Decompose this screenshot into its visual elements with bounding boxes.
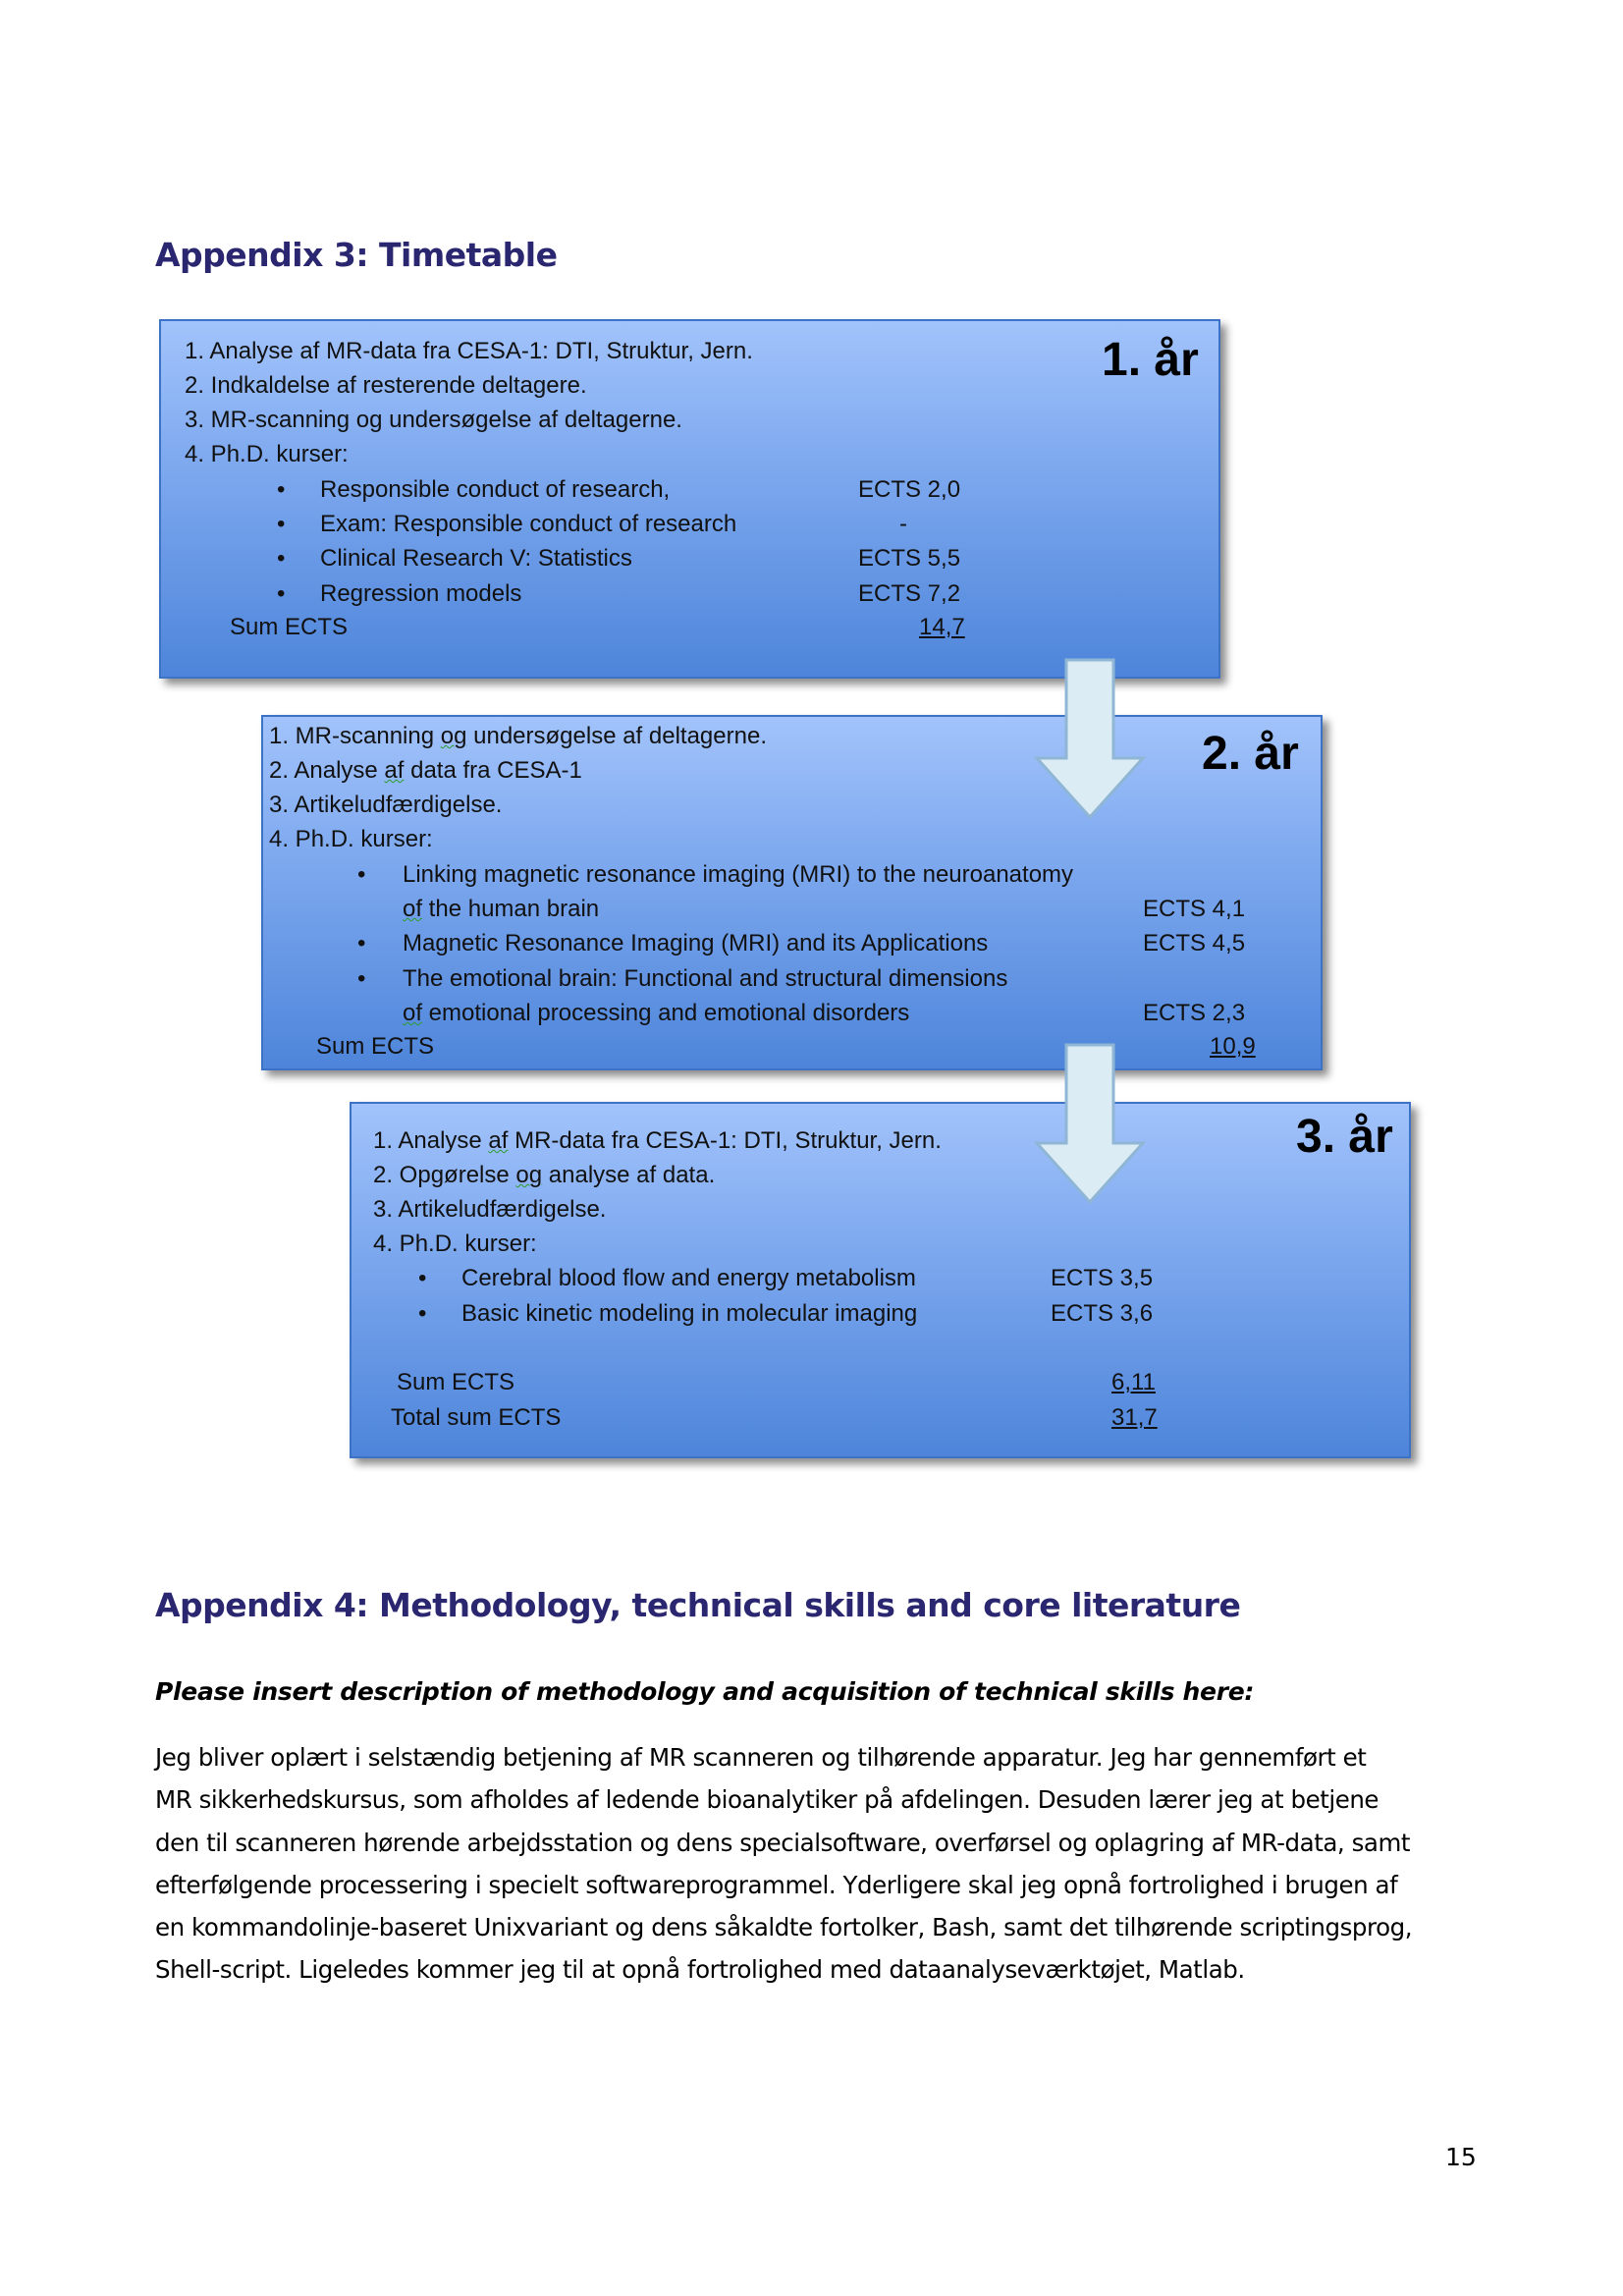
year-3-item: 1. Analyse af MR-data fra CESA-1: DTI, Struktur, Jern. — [373, 1127, 942, 1154]
bullet: • — [357, 930, 366, 957]
down-arrow-icon — [1033, 658, 1147, 821]
total-ects-label: Total sum ECTS — [391, 1404, 562, 1431]
course-name: Clinical Research V: Statistics — [320, 545, 632, 572]
course-ects: ECTS 4,5 — [1143, 930, 1246, 957]
year-2-item: 1. MR-scanning og undersøgelse af deltagerne. — [269, 723, 767, 749]
course-name: Responsible conduct of research, — [320, 476, 671, 503]
year-1-item: 2. Indkaldelse af resterende deltagere. — [185, 372, 587, 399]
year-3-item: 3. Artikeludfærdigelse. — [373, 1196, 607, 1223]
bullet: • — [277, 580, 286, 607]
appendix-4-title: Appendix 4: Methodology, technical skills and core literature — [155, 1586, 1241, 1624]
year-1-box — [159, 319, 1220, 679]
year-3-label: 3. år — [1296, 1111, 1393, 1163]
methodology-paragraph — [155, 1736, 1490, 1992]
course-ects: ECTS 2,0 — [858, 476, 961, 503]
year-2-item: 3. Artikeludfærdigelse. — [269, 792, 503, 818]
course-ects: ECTS 4,1 — [1143, 896, 1246, 922]
course-name-continued: of the human brain — [403, 896, 600, 922]
bullet: • — [277, 545, 286, 572]
page-number: 15 — [1445, 2143, 1477, 2171]
bullet: • — [357, 965, 366, 992]
bullet: • — [418, 1300, 427, 1327]
course-name: Cerebral blood flow and energy metabolism — [461, 1265, 916, 1291]
appendix-3-title: Appendix 3: Timetable — [155, 236, 558, 274]
course-ects: ECTS 3,6 — [1051, 1300, 1154, 1327]
course-ects: ECTS 2,3 — [1143, 1000, 1246, 1026]
year-3-item: 2. Opgørelse og analyse af data. — [373, 1162, 716, 1188]
year-2-box — [261, 715, 1323, 1070]
year-1-item: 3. MR-scanning og undersøgelse af deltagerne. — [185, 407, 682, 433]
course-name: Magnetic Resonance Imaging (MRI) and its Applications — [403, 930, 989, 957]
total-ects-value: 31,7 — [1111, 1404, 1158, 1431]
year-2-item: 4. Ph.D. kurser: — [269, 826, 433, 852]
year-3-box — [350, 1102, 1411, 1458]
sum-ects-label: Sum ECTS — [230, 614, 349, 640]
paragraph-line: efterfølgende processering i specielt softwareprogrammel. Yderligere skal jeg opnå fortrolighed i brugen af — [155, 1870, 1398, 1899]
course-name: The emotional brain: Functional and structural dimensions — [403, 965, 1008, 992]
bullet: • — [277, 511, 286, 537]
course-ects: - — [899, 511, 907, 537]
bullet: • — [357, 861, 366, 888]
year-2-label: 2. år — [1202, 728, 1299, 780]
paragraph-line: den til scanneren hørende arbejdsstation og dens specialsoftware, overførsel og oplagring af MR-data, samt — [155, 1828, 1411, 1857]
course-ects: ECTS 5,5 — [858, 545, 961, 572]
paragraph-line: en kommandolinje-baseret Unixvariant og dens såkaldte fortolker, Bash, samt det tilhørende scriptingsprog, — [155, 1913, 1413, 1942]
down-arrow-icon — [1033, 1043, 1147, 1206]
bullet: • — [418, 1265, 427, 1291]
sum-ects-label: Sum ECTS — [397, 1369, 515, 1395]
course-name: Linking magnetic resonance imaging (MRI) to the neuroanatomy — [403, 861, 1074, 888]
course-name: Basic kinetic modeling in molecular imaging — [461, 1300, 918, 1327]
sum-ects-value: 14,7 — [919, 614, 965, 640]
course-ects: ECTS 3,5 — [1051, 1265, 1154, 1291]
year-1-item: 4. Ph.D. kurser: — [185, 441, 349, 467]
year-1-label: 1. år — [1102, 334, 1199, 386]
paragraph-line: MR sikkerhedskursus, som afholdes af ledende bioanalytiker på afdelingen. Desuden lærer jeg at betjene — [155, 1785, 1380, 1815]
year-3-item: 4. Ph.D. kurser: — [373, 1230, 537, 1257]
course-name: Regression models — [320, 580, 522, 607]
methodology-instruction: Please insert description of methodology and acquisition of technical skills here: — [155, 1677, 1255, 1706]
sum-ects-value: 10,9 — [1210, 1033, 1256, 1060]
year-2-item: 2. Analyse af data fra CESA-1 — [269, 757, 582, 784]
course-name-continued: of emotional processing and emotional disorders — [403, 1000, 910, 1026]
course-name: Exam: Responsible conduct of research — [320, 511, 737, 537]
bullet: • — [277, 476, 286, 503]
paragraph-line: Shell-script. Ligeledes kommer jeg til at opnå fortrolighed med dataanalyseværktøjet, Matlab. — [155, 1955, 1245, 1985]
sum-ects-label: Sum ECTS — [316, 1033, 435, 1060]
sum-ects-value: 6,11 — [1111, 1369, 1156, 1395]
year-1-item: 1. Analyse af MR-data fra CESA-1: DTI, Struktur, Jern. — [185, 338, 753, 364]
paragraph-line: Jeg bliver oplært i selstændig betjening af MR scanneren og tilhørende apparatur. Jeg har gennemført et — [155, 1743, 1367, 1772]
course-ects: ECTS 7,2 — [858, 580, 961, 607]
